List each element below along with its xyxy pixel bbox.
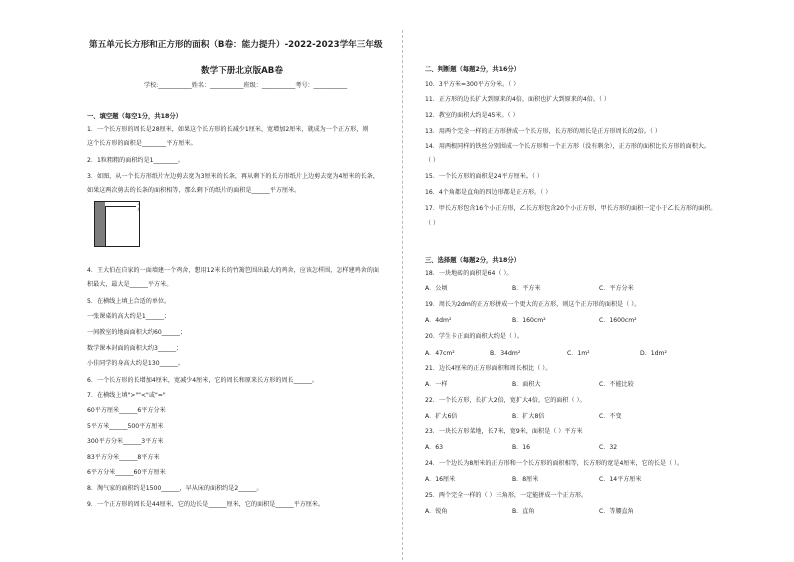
choice-option-b[interactable]: B．扩大8倍: [512, 413, 545, 420]
choice-option-a[interactable]: A．扩大6倍: [425, 413, 458, 420]
question-line: 如果这两次剪去的长条的面积相等，那么剩下的纸片的面积是______平方厘米。: [87, 187, 301, 194]
choice-option-b[interactable]: B．平方米: [512, 285, 541, 292]
remaining-rectangle: [105, 206, 136, 246]
question-line: 6．一个长方形的长增加4厘米，宽减少4厘米，它的周长和原来长方形的周长______。: [87, 377, 319, 384]
figure-label-side: 4: [137, 207, 140, 212]
judge-line: 17．甲长方形包含16个小正方形，乙长方形包含20个小正方形，甲长方形的面积一定小于乙长方形的面积。: [425, 205, 717, 212]
choice-option-b[interactable]: B．面积大: [512, 381, 541, 388]
choice-option-a[interactable]: A．锐角: [425, 508, 448, 515]
question-line: 4．王大伯在自家的一面墙建一个鸡舍，想用12米长的竹篱笆围出最大的鸡舍，应该怎样围，怎样建鸡舍的面: [87, 267, 379, 274]
judge-line: 14．用两根同样的铁丝分别围成一个长方形和一个正方形（没有剩余），正方形的面积比长方形的面积大。: [425, 143, 711, 150]
rectangle-figure: [94, 201, 140, 247]
choice-option-a[interactable]: A．47cm²: [425, 350, 455, 357]
choice-option-a[interactable]: A．16厘米: [425, 476, 456, 483]
judge-line: 11．正方形的边长扩大到原来的4倍，面积也扩大到原来的4倍。（ ）: [425, 96, 611, 103]
choice-option-a[interactable]: A．63: [425, 444, 444, 451]
choice-option-c[interactable]: C．不变: [599, 413, 622, 420]
choice-option-c[interactable]: C．1m²: [567, 350, 590, 357]
question-line: 300平方分米______3平方米: [87, 438, 164, 445]
judge-line: 13．用两个完全一样的正方形拼成一个长方形，长方形的周长是正方形周长的2倍。（ ）: [425, 128, 661, 135]
choice-option-d[interactable]: D．1dm²: [640, 350, 667, 357]
choice-option-c[interactable]: C．14平方厘米: [599, 476, 642, 483]
choice-question: 20．学生卡正面的面积大约是（ ）。: [425, 333, 524, 340]
choice-question: 22．一个长方形，长扩大2倍，宽扩大4倍，它的面积（ ）。: [425, 397, 586, 404]
judge-line: （ ）: [425, 220, 440, 227]
choice-option-b[interactable]: B．160cm²: [512, 317, 546, 324]
question-line: 这个长方形的面积是________平方厘米。: [87, 140, 197, 147]
section-choice-heading: 三、选择题（每题2分，共18分）: [425, 257, 521, 264]
judge-line: 10．3平方米=300平方分米。（ ）: [425, 81, 520, 88]
question-line: 3．如图，从一个长方形纸片左边剪去宽为3厘米的长条，再从剩下的长方形纸片上边剪去宽为4厘米的长条，: [87, 173, 379, 180]
question-line: 5．在横线上填上合适的单位。: [87, 298, 171, 305]
page-divider: [402, 30, 403, 560]
choice-option-c[interactable]: C．1600cm²: [599, 317, 637, 324]
question-line: 一张课桌的高大约是1______；: [87, 313, 171, 320]
question-line: 8．淘气家的面积约是1500______，早从床的面积约是2______。: [87, 485, 263, 492]
question-line: 小佳同学的身高大约是130______。: [87, 360, 184, 367]
title-line-2: 数学下册北京版AB卷: [201, 66, 283, 76]
choice-question: 25．两个完全一样的（ ）三角形，一定能拼成一个正方形。: [425, 492, 588, 499]
question-line: 1．一个长方形的周长是28厘米，如果这个长方形的长减少1厘米，宽增加2厘米，就成为一个正方形，则: [87, 126, 369, 133]
choice-question: 19．周长为2dm的正方形拼成一个更大的正方形，则这个正方形的面积是（ ）。: [425, 301, 641, 308]
judge-line: 15．一个长方形的面积是24平方厘米。（ ）: [425, 173, 543, 180]
title-line-1: 第五单元长方形和正方形的面积（B卷：能力提升）-2022-2023学年三年级: [89, 40, 383, 50]
choice-question: 24．一个边长为8厘米的正方形和一个长方形的面积相等，长方形的宽是4厘米，它的长是（ ）。: [425, 460, 684, 467]
choice-option-c[interactable]: C．不能比较: [599, 381, 634, 388]
judge-line: 16．4个角都是直角的四边形都是正方形。（ ）: [425, 189, 552, 196]
section-judge-heading: 二、判断题（每题2分，共16分）: [425, 66, 521, 73]
cut-strip-left: [95, 202, 105, 246]
question-line: 83平方分米______8平方米: [87, 454, 160, 461]
judge-line: 12．教室的面积大约是45米。（ ）: [425, 112, 519, 119]
judge-line: （ ）: [425, 157, 440, 164]
question-line: 7．在横线上填">""<"或"=": [87, 392, 166, 399]
question-line: 6平方分米______60平方厘米: [87, 469, 166, 476]
choice-option-b[interactable]: B．8厘米: [512, 476, 539, 483]
question-line: 数学课本封面的面积大约3______；: [87, 345, 183, 352]
student-info-line: 学校:___________姓名：___________班级：___________考号：___________: [144, 82, 348, 89]
choice-option-a[interactable]: A．4dm²: [425, 317, 452, 324]
question-line: 5平方米______500平方厘米: [87, 423, 164, 430]
question-line: 9．一个正方形的周长是44厘米，它的边长是______厘米，它的面积是______平方厘米。: [87, 501, 325, 508]
figure-label-top: 3: [137, 201, 140, 206]
section-fill-blank-heading: 一、填空题（每空1分，共18分）: [87, 113, 183, 120]
choice-option-b[interactable]: B．34dm²: [490, 350, 521, 357]
choice-option-b[interactable]: B．16: [512, 444, 531, 451]
question-line: 一间教室的地面面积大约60______；: [87, 329, 187, 336]
choice-option-c[interactable]: C．32: [599, 444, 618, 451]
choice-option-c[interactable]: C．等腰直角: [599, 508, 634, 515]
choice-option-a[interactable]: A．一样: [425, 381, 448, 388]
choice-option-b[interactable]: B．直角: [512, 508, 535, 515]
question-line: 60平方厘米______6平方分米: [87, 407, 166, 414]
choice-question: 18．一块地砖的面积是64（ ）。: [425, 270, 513, 277]
choice-option-c[interactable]: C．平方分米: [599, 285, 634, 292]
choice-question: 21．边长4厘米的正方形面积和周长相比（ ）。: [425, 365, 552, 372]
choice-question: 23．一块长方形菜地，长7米，宽9米，面积是（ ）平方米: [425, 428, 583, 435]
choice-option-a[interactable]: A．公顷: [425, 285, 448, 292]
question-line: 积最大，最大是______平方米。: [87, 281, 173, 288]
question-line: 2．1粒粗粗的面积约是1________。: [87, 157, 184, 164]
